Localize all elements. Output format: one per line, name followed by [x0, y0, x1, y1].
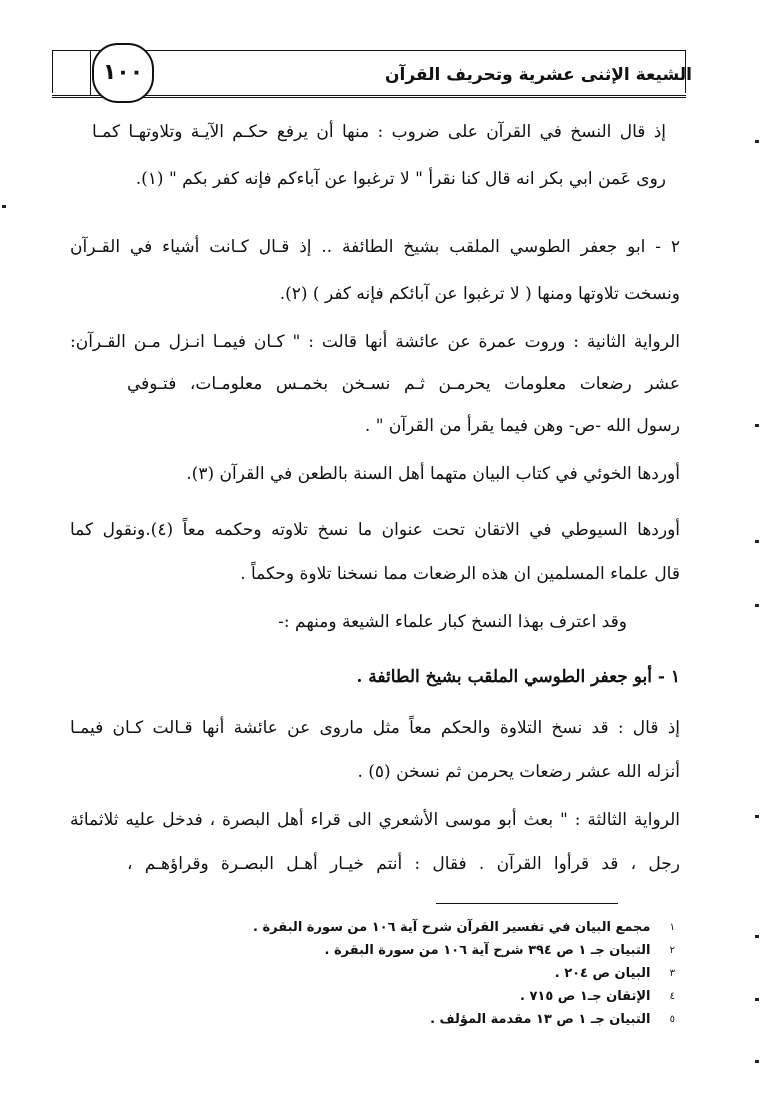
body-line: أنزله الله عشر رضعات يحرمن ثم نسخن (٥) .	[357, 762, 680, 782]
running-header-title: الشيعة الإثنى عشرية وتحريف القرآن	[385, 65, 692, 85]
body-line-heading: ٢ - ابو جعفر الطوسي الملقب بشيخ الطائفة .. إذ قـال كـانت أشياء في القـرآن	[70, 237, 680, 257]
header-divider	[90, 50, 91, 95]
body-line: رسول الله -ص- وهن فيما يقرأ من القرآن " .	[364, 416, 680, 436]
footnote-text: البيان ص ٢٠٤ .	[554, 966, 651, 981]
scan-speck	[755, 1060, 759, 1063]
footnote-text: التبيان جـ ١ ص ٣٩٤ شرح آية ١٠٦ من سورة البقرة .	[324, 943, 651, 958]
footnote-number: ٥	[669, 1014, 675, 1025]
footnote-number: ٢	[669, 945, 675, 956]
footnote-text: التبيان جـ ١ ص ١٣ مقدمة المؤلف .	[430, 1012, 651, 1027]
scan-speck	[755, 604, 759, 607]
body-line: ونسخت تلاوتها ومنها ( لا ترغبوا عن آبائكم فإنه كفر ) (٢).	[279, 284, 680, 304]
footnote-number: ٣	[669, 968, 675, 979]
scan-speck	[755, 815, 759, 818]
scan-speck	[755, 935, 759, 938]
scan-speck	[755, 424, 759, 427]
body-line: قال علماء المسلمين ان هذه الرضعات مما نسخنا تلاوة وحكماً .	[240, 564, 680, 584]
footnote	[115, 1009, 675, 1031]
body-line: روى عَمن ابي بكر انه قال كنا نقرأ " لا ترغبوا عن آباءكم فإنه كفر بكم " (١).	[135, 169, 666, 189]
scan-speck	[755, 998, 759, 1001]
body-line-heading: الرواية الثانية : وروت عمرة عن عائشة أنها قالت : " كـان فيمـا انـزل مـن القـرآن:	[70, 332, 680, 352]
footnote-number: ١	[669, 922, 675, 933]
body-line: إذ قال النسخ في القرآن على ضروب : منها أن يرفع حكـم الآيـة وتلاوتهـا كمـا	[92, 122, 666, 142]
header-rule	[52, 95, 686, 98]
section-heading: ١ - أبو جعفر الطوسي الملقب بشيخ الطائفة .	[356, 667, 680, 687]
scan-speck	[755, 140, 759, 143]
footnote-text: الإتقان جـ١ ص ٧١٥ .	[520, 989, 651, 1004]
footnote-text: مجمع البيان في تفسير القرآن شرح آية ١٠٦ من سورة البقرة .	[253, 920, 651, 935]
body-line: وقد اعترف بهذا النسخ كبار علماء الشيعة ومنهم :-	[278, 612, 627, 632]
footnote-number: ٤	[669, 991, 675, 1002]
body-line: أوردها السيوطي في الاتقان تحت عنوان ما نسخ تلاوته وحكمه معاً (٤).ونقول كما	[70, 520, 681, 540]
scan-speck	[755, 540, 759, 543]
footnote-separator	[436, 903, 618, 904]
page-number: ١٠٠	[92, 43, 154, 103]
footnote	[115, 963, 675, 985]
footnote	[115, 917, 675, 939]
footnote	[115, 940, 675, 962]
body-line: إذ قال : قد نسخ التلاوة والحكم معاً مثل ماروى عن عائشة أنها قـالت كـان فيمـا	[70, 718, 680, 738]
body-line: رجل ، قد قرأوا القرآن . فقال : أنتم خيـار أهـل البصـرة وقراؤهـم ،	[127, 854, 680, 874]
body-line-heading: الرواية الثالثة : " بعث أبو موسى الأشعري الى قراء أهل البصرة ، فدخل عليه ثلاثمائة	[70, 810, 680, 830]
body-line: عشر رضعات معلومات يحرمـن ثـم نسـخن بخمـس معلومـات، فتـوفي	[127, 374, 680, 394]
scan-speck	[2, 205, 6, 208]
body-line: أوردها الخوئي في كتاب البيان متهما أهل السنة بالطعن في القرآن (٣).	[186, 464, 680, 484]
footnote	[115, 986, 675, 1008]
